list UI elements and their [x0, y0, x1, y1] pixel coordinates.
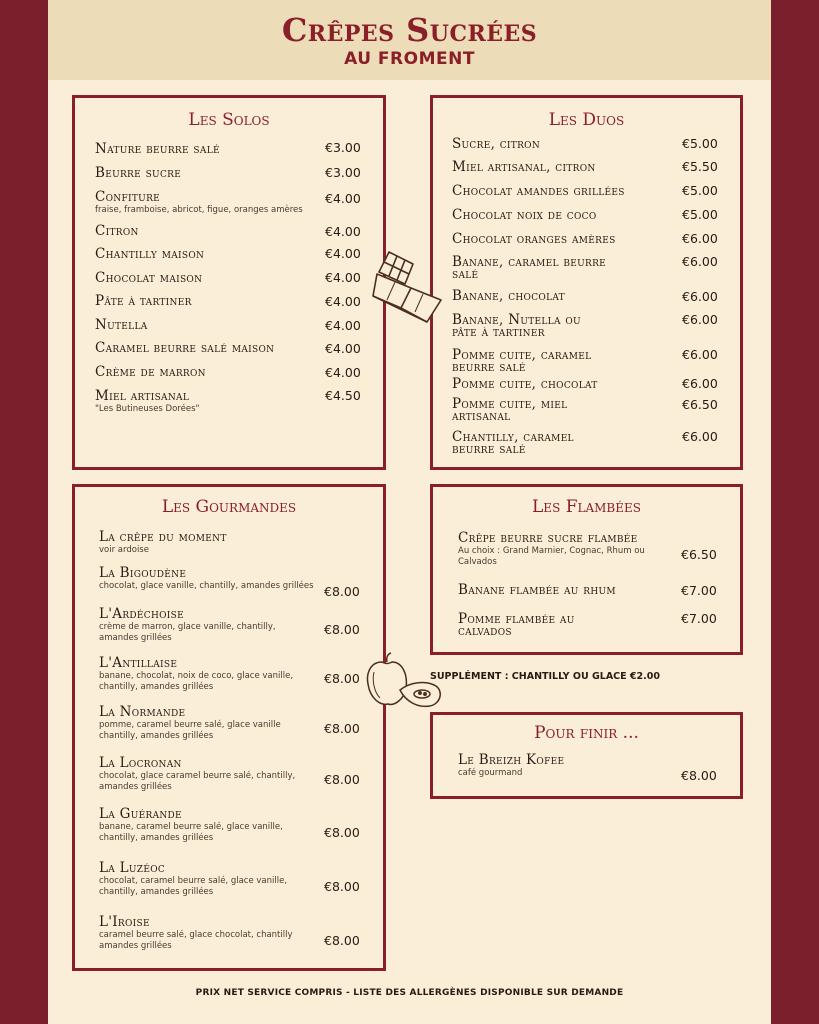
item-name: L'Antillaise — [99, 655, 178, 671]
item-name: Confiture — [95, 189, 161, 205]
item-price: €6.00 — [682, 347, 718, 362]
item-name: La Luzéoc — [99, 860, 166, 876]
item-name-continued: pâte à tartiner — [452, 324, 545, 340]
section-title: Les Solos — [188, 110, 270, 130]
menu-item — [452, 209, 692, 221]
item-name: Nature beurre salé — [95, 141, 220, 157]
item-price: €4.00 — [325, 191, 361, 206]
item-price: €4.00 — [325, 224, 361, 239]
item-price: €4.50 — [325, 388, 361, 403]
item-description: chocolat, caramel beurre salé, glace vanille, — [99, 876, 288, 886]
menu-item — [452, 161, 692, 173]
menu-item — [95, 390, 335, 415]
item-name: Chocolat oranges amères — [452, 231, 616, 247]
menu-item — [95, 342, 335, 354]
item-price: €6.00 — [682, 231, 718, 246]
menu-item — [452, 138, 692, 150]
item-price: €3.00 — [325, 140, 361, 155]
item-description: pomme, caramel beurre salé, glace vanille — [99, 720, 281, 730]
menu-item — [99, 567, 339, 592]
item-name: Chantilly, caramel — [452, 429, 574, 445]
item-price: €8.00 — [681, 768, 717, 783]
item-name: La crêpe du moment — [99, 529, 227, 545]
item-description-continued: chantilly, amandes grillées — [99, 833, 214, 843]
item-name: Crème de marron — [95, 364, 206, 380]
item-name: Beurre sucre — [95, 165, 182, 181]
item-description: fraise, framboise, abricot, figue, oranges amères — [95, 205, 303, 215]
section-title: Les Duos — [548, 110, 625, 130]
item-price: €5.00 — [682, 207, 718, 222]
item-name: La Bigoudène — [99, 565, 187, 581]
item-description-continued: chantilly, amandes grillées — [99, 731, 214, 741]
item-price: €3.00 — [325, 165, 361, 180]
item-name: L'Iroise — [99, 914, 150, 930]
menu-item — [452, 314, 692, 338]
item-name: Nutella — [95, 317, 148, 333]
item-name: La Locronan — [99, 755, 182, 771]
menu-item — [458, 613, 698, 637]
item-name: Pomme cuite, chocolat — [452, 376, 598, 392]
item-name-continued: calvados — [458, 623, 512, 639]
item-name: Sucre, citron — [452, 136, 541, 152]
menu-item — [452, 256, 692, 280]
menu-item — [95, 167, 335, 179]
item-price: €4.00 — [325, 341, 361, 356]
item-name: Crêpe beurre sucre flambée — [458, 530, 638, 546]
supplement-note: SUPPLÉMENT : CHANTILLY OU GLACE €2.00 — [430, 671, 660, 682]
item-name: Banane flambée au rhum — [458, 582, 616, 598]
item-price: €8.00 — [324, 825, 360, 840]
item-description: "Les Butineuses Dorées" — [95, 404, 200, 414]
menu-item — [95, 248, 335, 260]
item-description: banane, chocolat, noix de coco, glace vanille, — [99, 671, 294, 681]
item-name-continued: artisanal — [452, 408, 511, 424]
item-price: €4.00 — [325, 294, 361, 309]
menu-item — [458, 584, 698, 596]
item-price: €8.00 — [324, 933, 360, 948]
item-price: €6.50 — [682, 397, 718, 412]
menu-title: Crêpes Sucrées — [281, 11, 538, 49]
item-name: Pomme flambée au — [458, 611, 575, 627]
item-description-continued: amandes grillées — [99, 941, 172, 951]
item-name: Chocolat maison — [95, 270, 203, 286]
menu-item — [99, 608, 339, 644]
item-description-continued: chantilly, amandes grillées — [99, 682, 214, 692]
menu-item — [95, 319, 335, 331]
menu-item — [452, 185, 692, 197]
item-description-continued: amandes grillées — [99, 782, 172, 792]
item-price: €5.00 — [682, 183, 718, 198]
menu-item — [99, 706, 339, 742]
menu-item — [99, 657, 339, 693]
section-title: Pour finir ... — [534, 723, 639, 743]
menu-item — [458, 754, 698, 779]
section-title: Les Gourmandes — [161, 497, 297, 517]
item-name: Caramel beurre salé maison — [95, 340, 275, 356]
footer-note: PRIX NET SERVICE COMPRIS - LISTE DES ALLERGÈNES DISPONIBLE SUR DEMANDE — [195, 988, 624, 998]
item-description-continued: amandes grillées — [99, 633, 172, 643]
item-name: Pomme cuite, miel — [452, 396, 568, 412]
item-name-continued: beurre salé — [452, 441, 526, 457]
item-price: €8.00 — [324, 721, 360, 736]
item-name: Citron — [95, 223, 139, 239]
item-price: €8.00 — [324, 671, 360, 686]
item-name: Chocolat noix de coco — [452, 207, 597, 223]
menu-item — [452, 431, 692, 455]
item-name: Banane, Nutella ou — [452, 312, 581, 328]
item-price: €7.00 — [681, 611, 717, 626]
item-price: €8.00 — [324, 584, 360, 599]
menu-item — [452, 349, 692, 373]
item-price: €4.00 — [325, 246, 361, 261]
menu-item — [95, 225, 335, 237]
item-description: chocolat, glace caramel beurre salé, chantilly, — [99, 771, 296, 781]
menu-item — [95, 143, 335, 155]
item-description: crème de marron, glace vanille, chantilly, — [99, 622, 276, 632]
item-name: Pomme cuite, caramel — [452, 347, 592, 363]
item-price: €4.00 — [325, 270, 361, 285]
item-name: Chocolat amandes grillées — [452, 183, 625, 199]
item-price: €6.00 — [682, 254, 718, 269]
item-description: café gourmand — [458, 768, 523, 778]
item-name: Pâte à tartiner — [95, 293, 192, 309]
item-name: Miel artisanal — [95, 388, 190, 404]
item-description-continued: chantilly, amandes grillées — [99, 887, 214, 897]
item-price: €6.00 — [682, 376, 718, 391]
item-name: Banane, caramel beurre — [452, 254, 607, 270]
menu-subtitle: AU FROMENT — [344, 49, 475, 69]
item-name: La Normande — [99, 704, 186, 720]
menu-item — [95, 191, 335, 216]
menu-item — [458, 532, 698, 568]
item-description: banane, caramel beurre salé, glace vanille, — [99, 822, 283, 832]
menu-item — [452, 290, 692, 302]
item-name: L'Ardéchoise — [99, 606, 184, 622]
menu-item — [99, 862, 339, 898]
header-banner — [48, 0, 771, 80]
item-price: €8.00 — [324, 772, 360, 787]
item-name: Miel artisanal, citron — [452, 159, 596, 175]
item-name-continued: salé — [452, 266, 479, 282]
menu-item — [95, 295, 335, 307]
menu-item — [99, 757, 339, 793]
apple-icon — [364, 652, 446, 710]
menu-item — [95, 366, 335, 378]
item-price: €5.00 — [682, 136, 718, 151]
item-price: €6.50 — [681, 547, 717, 562]
item-price: €5.50 — [682, 159, 718, 174]
item-price: €7.00 — [681, 583, 717, 598]
item-name: Chantilly maison — [95, 246, 205, 262]
section-title: Les Flambées — [532, 497, 641, 517]
item-description: Au choix : Grand Marnier, Cognac, Rhum ou — [458, 546, 645, 556]
item-name: Le Breizh Kofee — [458, 752, 565, 768]
item-price: €8.00 — [324, 622, 360, 637]
item-name: La Guérande — [99, 806, 182, 822]
item-price: €8.00 — [324, 879, 360, 894]
menu-item — [452, 233, 692, 245]
item-name: Banane, chocolat — [452, 288, 565, 304]
item-price: €6.00 — [682, 312, 718, 327]
menu-item — [99, 531, 339, 556]
menu-item — [99, 808, 339, 844]
item-description-continued: Calvados — [458, 557, 497, 567]
menu-item — [95, 272, 335, 284]
menu-item — [452, 398, 692, 422]
item-name-continued: beurre salé — [452, 359, 526, 375]
item-description: caramel beurre salé, glace chocolat, chantilly — [99, 930, 293, 940]
item-price: €6.00 — [682, 289, 718, 304]
item-description: chocolat, glace vanille, chantilly, amandes grillées — [99, 581, 314, 591]
item-description: voir ardoise — [99, 545, 149, 555]
item-price: €6.00 — [682, 429, 718, 444]
item-price: €4.00 — [325, 365, 361, 380]
menu-item — [452, 378, 692, 390]
chocolate-bar-icon — [367, 250, 447, 324]
item-price: €4.00 — [325, 318, 361, 333]
menu-item — [99, 916, 339, 952]
